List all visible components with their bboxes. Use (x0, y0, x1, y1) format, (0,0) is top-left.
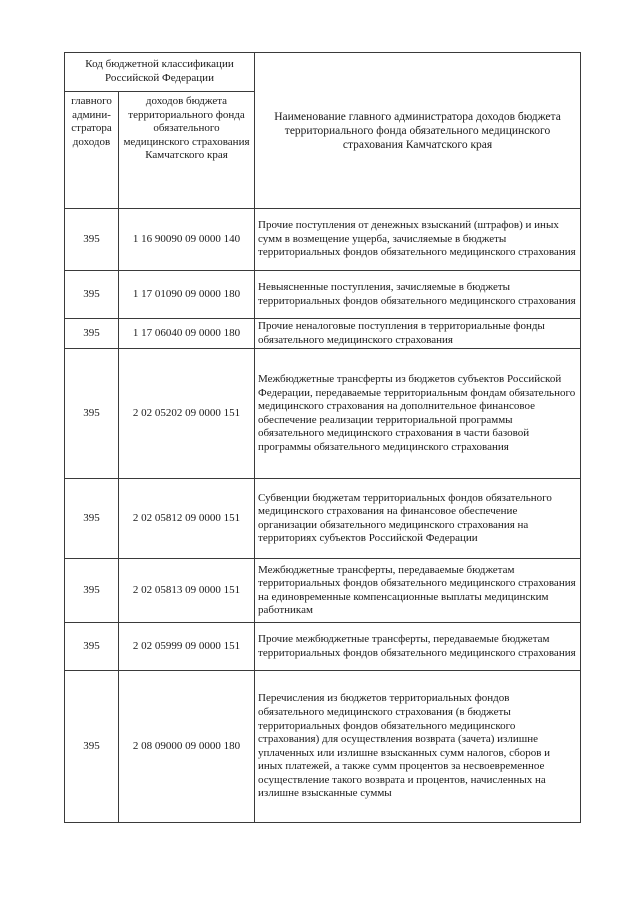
table-row (65, 349, 581, 479)
income-name-cell: Межбюджетные трансферты, передаваемые бюджетам территориальных фондов обязательного медицинского страхования на единовременные компенсационные выплаты медицинским работникам (255, 559, 581, 623)
table-row (65, 671, 581, 823)
header-admin-code: главного админи-стратора доходов (65, 92, 119, 209)
header-income-code: доходов бюджета территориального фонда обязательного медицинского страхования Камчатского края (119, 92, 255, 209)
income-name-cell: Прочие неналоговые поступления в территориальные фонды обязательного медицинского страхования (255, 319, 581, 349)
header-code-group: Код бюджетной классификации Российской Федерации (65, 53, 255, 92)
admin-code-cell: 395 (65, 479, 119, 559)
admin-code-cell: 395 (65, 623, 119, 671)
table-row (65, 623, 581, 671)
income-code-cell: 2 08 09000 09 0000 180 (119, 671, 255, 823)
income-code-cell: 1 17 01090 09 0000 180 (119, 271, 255, 319)
admin-code-cell: 395 (65, 209, 119, 271)
income-name-cell: Межбюджетные трансферты из бюджетов субъектов Российской Федерации, передаваемые территориальным фондам обязательного медицинского страхования на дополнительное финансовое обеспечение реализации территориальной программы обязательного медицинского страхования в части базовой программы обязательного медицинского страхования (255, 349, 581, 479)
budget-classification-table (64, 52, 581, 823)
admin-code-cell: 395 (65, 271, 119, 319)
header-row-group (65, 53, 581, 92)
income-code-cell: 2 02 05202 09 0000 151 (119, 349, 255, 479)
table-row (65, 479, 581, 559)
table-row (65, 271, 581, 319)
income-name-cell: Прочие межбюджетные трансферты, передаваемые бюджетам территориальных фондов обязательного медицинского страхования (255, 623, 581, 671)
header-admin-name: Наименование главного администратора доходов бюджета территориального фонда обязательного медицинского страхования Камчатского края (255, 53, 581, 209)
income-name-cell: Перечисления из бюджетов территориальных фондов обязательного медицинского страхования (в бюджеты территориальных фондов обязательного медицинского страхования) для осуществления возврата (зачета) излишне уплаченных или излишне взысканных сумм налогов, сборов и иных платежей, а также сумм процентов за несвоевременное осуществление такого возврата и процентов, начисленных на излишне взысканные суммы (255, 671, 581, 823)
income-code-cell: 1 16 90090 09 0000 140 (119, 209, 255, 271)
income-code-cell: 2 02 05812 09 0000 151 (119, 479, 255, 559)
table-row (65, 209, 581, 271)
income-name-cell: Невыясненные поступления, зачисляемые в бюджеты территориальных фондов обязательного медицинского страхования (255, 271, 581, 319)
table-row (65, 319, 581, 349)
income-name-cell: Прочие поступления от денежных взысканий (штрафов) и иных сумм в возмещение ущерба, зачисляемые в бюджеты территориальных фондов обязательного медицинского страхования (255, 209, 581, 271)
admin-code-cell: 395 (65, 671, 119, 823)
income-code-cell: 1 17 06040 09 0000 180 (119, 319, 255, 349)
admin-code-cell: 395 (65, 349, 119, 479)
income-code-cell: 2 02 05999 09 0000 151 (119, 623, 255, 671)
admin-code-cell: 395 (65, 559, 119, 623)
admin-code-cell: 395 (65, 319, 119, 349)
income-name-cell: Субвенции бюджетам территориальных фондов обязательного медицинского страхования на финансовое обеспечение организации обязательного медицинского страхования на территориях субъектов Российской Федерации (255, 479, 581, 559)
table-row (65, 559, 581, 623)
income-code-cell: 2 02 05813 09 0000 151 (119, 559, 255, 623)
